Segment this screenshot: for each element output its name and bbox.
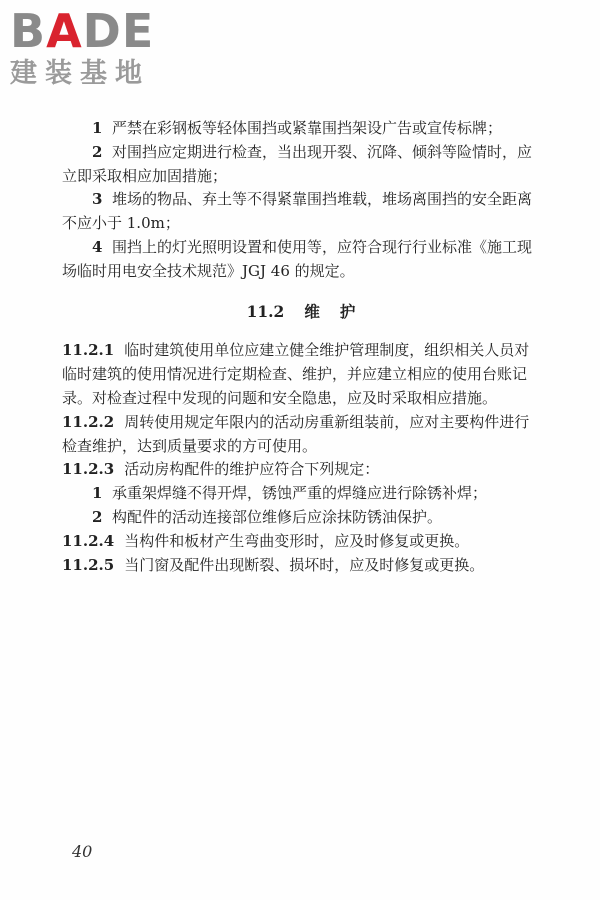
article: 11.2.3 活动房构配件的维护应符合下列规定： (62, 460, 380, 479)
list-item: 4 围挡上的灯光照明设置和使用等，应符合现行行业标准《施工现场临时用电安全技术规范》JGJ 46 的规定。 (62, 237, 532, 280)
article: 11.2.2 周转使用规定年限内的活动房重新组装前，应对主要构件进行检查维护，达到质量要求的方可使用。 (62, 412, 530, 455)
document-body (62, 117, 540, 577)
brand-logo (10, 6, 180, 90)
list-item: 2 构配件的活动连接部位维修后应涂抹防锈油保护。 (92, 507, 442, 526)
list-item: 1 承重架焊缝不得开焊，锈蚀严重的焊缝应进行除锈补焊； (92, 484, 487, 503)
list-item: 1 严禁在彩钢板等轻体围挡或紧靠围挡架设广告或宣传标牌； (92, 119, 502, 137)
section-heading: 11.2 维 护 (246, 301, 356, 321)
article: 11.2.4 当构件和板材产生弯曲变形时，应及时修复或更换。 (62, 531, 470, 550)
list-item: 2 对围挡应定期进行检查，当出现开裂、沉降、倾斜等险情时，应立即采取相应加固措施； (62, 142, 532, 185)
list-item: 3 堆场的物品、弃土等不得紧靠围挡堆载，堆场离围挡的安全距离不应小于 1.0m； (62, 190, 532, 233)
article: 11.2.1 临时建筑使用单位应建立健全维护管理制度，组织相关人员对临时建筑的使用情况进行定期检查、维护，并应建立相应的使用台账记录。对检查过程中发现的问题和安全隐患，应及时采取相应措施。 (62, 341, 530, 407)
logo-subtitle: 建装基地 (10, 58, 150, 89)
page-number: 40 (72, 842, 93, 861)
article: 11.2.5 当门窗及配件出现断裂、损坏时，应及时修复或更换。 (62, 555, 485, 574)
logo-wordmark: BADE (10, 4, 155, 58)
